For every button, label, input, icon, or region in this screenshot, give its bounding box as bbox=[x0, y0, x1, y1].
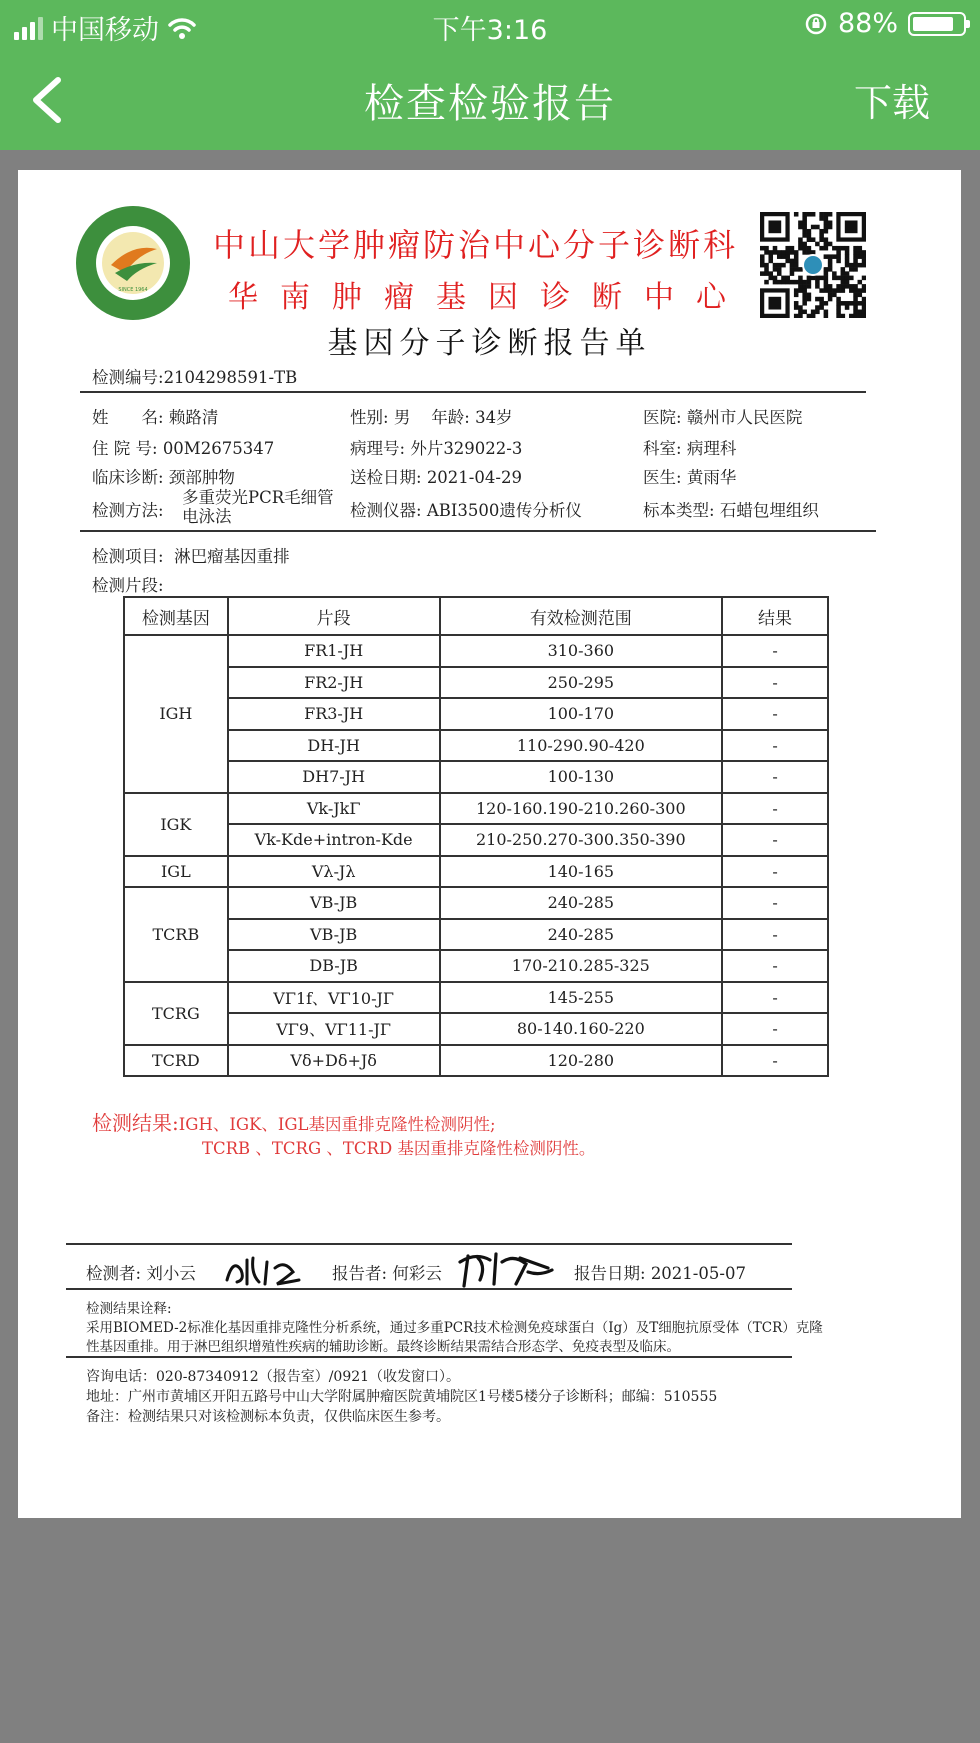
result-cell: - bbox=[722, 793, 828, 825]
gene-cell: TCRG bbox=[124, 982, 228, 1045]
range-cell: 100-170 bbox=[440, 698, 722, 730]
report-date: 报告日期: 2021-05-07 bbox=[574, 1264, 746, 1283]
gene-cell: TCRD bbox=[124, 1045, 228, 1077]
divider bbox=[80, 530, 876, 532]
battery-fill bbox=[913, 17, 953, 31]
clinical-diagnosis: 临床诊断: 颈部肿物 bbox=[92, 468, 235, 487]
range-cell: 120-160.190-210.260-300 bbox=[440, 793, 722, 825]
notes-line1: 采用BIOMED-2标准化基因重排克隆性分析系统，通过多重PCR技术检测免疫球蛋白（Ig）及T细胞抗原受体（TCR）克隆 bbox=[86, 1320, 823, 1336]
range-cell: 170-210.285-325 bbox=[440, 950, 722, 982]
table-row bbox=[124, 1045, 828, 1077]
table-row bbox=[124, 730, 828, 762]
patient-name: 姓 名: 赖路清 bbox=[92, 408, 219, 427]
tester-signature bbox=[223, 1250, 303, 1290]
notes-line2: 性基因重排。用于淋巴组织增殖性疾病的辅助诊断。最终诊断结果需结合形态学、免疫表型及临床。 bbox=[86, 1339, 680, 1355]
cancer-center-logo bbox=[73, 203, 193, 323]
result-cell: - bbox=[722, 667, 828, 699]
reporter: 报告者: 何彩云 bbox=[332, 1264, 442, 1283]
segment-cell: DH-JH bbox=[228, 730, 440, 762]
range-cell: 240-285 bbox=[440, 887, 722, 919]
segment-cell: DH7-JH bbox=[228, 761, 440, 793]
segment-cell: Vk-JkΓ bbox=[228, 793, 440, 825]
segment-cell: FR3-JH bbox=[228, 698, 440, 730]
page-title: 检查检验报告 bbox=[364, 81, 616, 127]
tester: 检测者: 刘小云 bbox=[86, 1264, 196, 1283]
segment-cell: VB-JB bbox=[228, 887, 440, 919]
contact-phone: 咨询电话：020-87340912（报告室）/0921（收发窗口）。 bbox=[86, 1369, 461, 1385]
result-line1: IGH、IGK、IGL基因重排克隆性检测阴性; bbox=[178, 1115, 496, 1134]
table-row bbox=[124, 856, 828, 888]
rotation-lock-icon bbox=[804, 12, 828, 36]
segment-cell: DB-JB bbox=[228, 950, 440, 982]
result-cell: - bbox=[722, 887, 828, 919]
table-row bbox=[124, 1013, 828, 1045]
divider bbox=[66, 1243, 792, 1245]
remark: 备注：检测结果只对该检测标本负责，仅供临床医生参考。 bbox=[86, 1409, 450, 1425]
segment-cell: FR1-JH bbox=[228, 635, 440, 667]
carrier-name: 中国移动 bbox=[51, 15, 159, 46]
result-cell: - bbox=[722, 698, 828, 730]
report-title: 基因分子诊断报告单 bbox=[327, 326, 652, 361]
result-cell: - bbox=[722, 856, 828, 888]
clock: 下午3:16 bbox=[432, 15, 548, 46]
range-cell: 240-285 bbox=[440, 919, 722, 951]
segment-cell: VB-JB bbox=[228, 919, 440, 951]
sample-type: 标本类型: 石蜡包埋组织 bbox=[643, 501, 819, 520]
result-cell: - bbox=[722, 1045, 828, 1077]
org-name-line2: 华南肿瘤基因诊断中心 bbox=[228, 280, 748, 315]
segment-cell: VΓ1f、VΓ10-JΓ bbox=[228, 982, 440, 1014]
segment-cell: FR2-JH bbox=[228, 667, 440, 699]
range-cell: 110-290.90-420 bbox=[440, 730, 722, 762]
method-value: 多重荧光PCR毛细管 电泳法 bbox=[182, 488, 334, 526]
inpatient-number: 住 院 号: 00M2675347 bbox=[92, 439, 275, 458]
pathology-number: 病理号: 外片329022-3 bbox=[350, 439, 523, 458]
result-label: 检测结果: bbox=[92, 1111, 179, 1135]
gene-cell: IGK bbox=[124, 793, 228, 856]
range-cell: 100-130 bbox=[440, 761, 722, 793]
result-cell: - bbox=[722, 982, 828, 1014]
qr-code[interactable] bbox=[760, 212, 866, 318]
segment-cell: VΓ9、VΓ11-JΓ bbox=[228, 1013, 440, 1045]
nav-bar bbox=[0, 50, 980, 150]
range-cell: 210-250.270-300.350-390 bbox=[440, 824, 722, 856]
table-row bbox=[124, 698, 828, 730]
result-cell: - bbox=[722, 761, 828, 793]
header-cell: 片段 bbox=[228, 597, 440, 635]
range-cell: 145-255 bbox=[440, 982, 722, 1014]
header-cell: 结果 bbox=[722, 597, 828, 635]
download-button[interactable]: 下载 bbox=[853, 81, 930, 125]
status-bar bbox=[0, 0, 980, 50]
report-document bbox=[18, 170, 961, 1518]
divider bbox=[80, 391, 866, 393]
notes-title: 检测结果诠释: bbox=[86, 1301, 172, 1317]
range-cell: 120-280 bbox=[440, 1045, 722, 1077]
table-row bbox=[124, 919, 828, 951]
send-date: 送检日期: 2021-04-29 bbox=[350, 468, 522, 487]
table-row bbox=[124, 761, 828, 793]
table-row bbox=[124, 887, 828, 919]
segment-cell: Vk-Kde+intron-Kde bbox=[228, 824, 440, 856]
doctor: 医生: 黄雨华 bbox=[643, 468, 737, 487]
address: 地址：广州市黄埔区开阳五路号中山大学附属肿瘤医院黄埔院区1号楼5楼分子诊断科；邮编：510555 bbox=[86, 1389, 718, 1405]
range-cell: 310-360 bbox=[440, 635, 722, 667]
table-row bbox=[124, 667, 828, 699]
instrument: 检测仪器: ABI3500遗传分析仪 bbox=[350, 501, 582, 520]
result-cell: - bbox=[722, 824, 828, 856]
result-line2: TCRB 、TCRG 、TCRD 基因重排克隆性检测阴性。 bbox=[202, 1139, 596, 1158]
table-row bbox=[124, 982, 828, 1014]
range-cell: 80-140.160-220 bbox=[440, 1013, 722, 1045]
range-cell: 250-295 bbox=[440, 667, 722, 699]
table-row bbox=[124, 824, 828, 856]
segment-cell: Vλ-Jλ bbox=[228, 856, 440, 888]
gene-cell: IGL bbox=[124, 856, 228, 888]
divider bbox=[66, 1356, 792, 1358]
header-cell: 有效检测范围 bbox=[440, 597, 722, 635]
gene-table bbox=[123, 596, 829, 1077]
test-number: 检测编号:2104298591-TB bbox=[92, 368, 298, 387]
status-right bbox=[804, 8, 966, 39]
method-label: 检测方法: bbox=[92, 501, 164, 520]
table-row bbox=[124, 635, 828, 667]
gene-cell: TCRB bbox=[124, 887, 228, 982]
table-row bbox=[124, 793, 828, 825]
battery-icon bbox=[908, 12, 966, 36]
svg-text:SINCE 1964: SINCE 1964 bbox=[118, 287, 148, 293]
fragment-label: 检测片段: bbox=[92, 576, 164, 595]
table-header bbox=[124, 597, 828, 635]
test-result bbox=[92, 1107, 596, 1158]
gene-cell: IGH bbox=[124, 635, 228, 793]
result-cell: - bbox=[722, 730, 828, 762]
result-cell: - bbox=[722, 950, 828, 982]
divider bbox=[66, 1288, 792, 1290]
segment-cell: Vδ+Dδ+Jδ bbox=[228, 1045, 440, 1077]
result-cell: - bbox=[722, 635, 828, 667]
result-cell: - bbox=[722, 919, 828, 951]
battery-percent: 88% bbox=[837, 8, 898, 39]
range-cell: 140-165 bbox=[440, 856, 722, 888]
department: 科室: 病理科 bbox=[643, 439, 737, 458]
result-cell: - bbox=[722, 1013, 828, 1045]
header-cell: 检测基因 bbox=[124, 597, 228, 635]
test-item: 检测项目: 淋巴瘤基因重排 bbox=[92, 547, 290, 566]
hospital: 医院: 赣州市人民医院 bbox=[643, 408, 803, 427]
org-name-line1: 中山大学肿瘤防治中心分子诊断科 bbox=[213, 226, 739, 264]
table-row bbox=[124, 950, 828, 982]
reporter-signature bbox=[456, 1246, 556, 1290]
patient-sex-age: 性别: 男 年龄: 34岁 bbox=[350, 408, 513, 427]
